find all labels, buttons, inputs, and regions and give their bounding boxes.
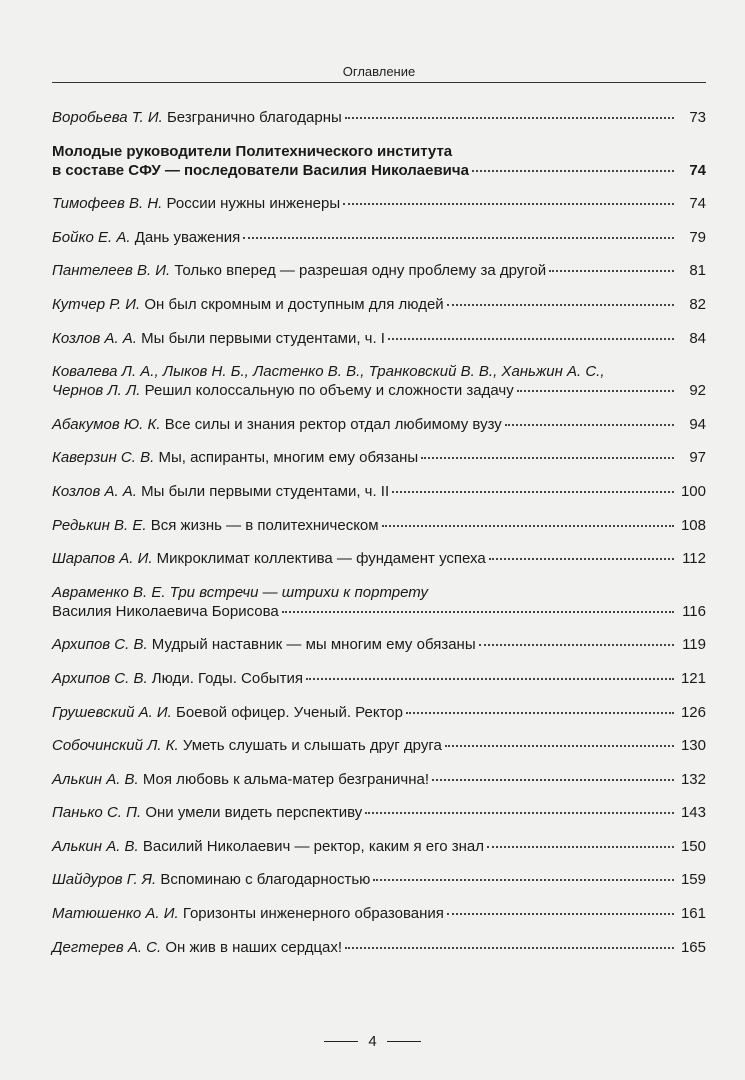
toc-entry-row (52, 870, 706, 889)
toc-entry (52, 770, 706, 789)
toc-entry-text (52, 228, 240, 247)
toc-page-number: 159 (680, 871, 706, 889)
toc-entry (52, 635, 706, 654)
toc-title: Дань уважения (134, 228, 241, 246)
toc-entry-text (52, 870, 370, 889)
toc-entry (52, 261, 706, 280)
toc-entry (52, 415, 706, 434)
dot-leader (243, 236, 674, 239)
toc-author: Тимофеев В. Н. (52, 195, 163, 213)
toc-entry-text (52, 161, 469, 180)
toc-author: Каверзин С. В. (52, 449, 155, 467)
toc-page-number: 165 (680, 938, 706, 956)
toc-entry-text (52, 770, 429, 789)
toc-page-number: 74 (689, 195, 706, 213)
toc-entry-text (52, 549, 486, 568)
toc-entry-text (52, 329, 385, 348)
toc-page-number: 84 (689, 329, 706, 347)
toc-title: Мы были первыми студентами, ч. I (141, 329, 385, 347)
toc-entry-line: Авраменко В. Е. Три встречи — штрихи к портрету (52, 583, 428, 601)
toc-entry-text (52, 261, 546, 280)
toc-title: Уметь слушать и слышать друг друга (182, 737, 442, 755)
toc-section-heading (52, 142, 706, 180)
footer-dash-left (324, 1041, 358, 1042)
dot-leader (343, 202, 674, 205)
dot-leader (392, 490, 674, 493)
toc-page-number: 130 (680, 737, 706, 755)
toc-page-number: 94 (689, 415, 706, 433)
toc-entry-text (52, 381, 514, 400)
toc-entry-row (52, 329, 706, 348)
toc-entry (52, 870, 706, 889)
toc-title: Вспоминаю с благодарностью (160, 871, 371, 889)
toc-author: Редькин В. Е. (52, 516, 147, 534)
toc-entry-text (52, 736, 442, 755)
toc-author: Архипов С. В. (52, 636, 148, 654)
toc-entry-text (52, 837, 484, 856)
toc-page-number: 112 (682, 550, 706, 568)
toc-entry-text (52, 669, 303, 688)
page-number: 4 (368, 1033, 377, 1050)
toc-title: Безгранично благодарны (166, 109, 342, 126)
toc-author: Козлов А. А. (52, 482, 137, 500)
dot-leader (345, 946, 674, 949)
toc-page-number: 73 (689, 109, 706, 126)
toc-title: Все силы и знания ректор отдал любимому вузу (164, 415, 502, 433)
toc-entry-row (52, 736, 706, 755)
toc-entry (52, 703, 706, 722)
toc-entry (52, 736, 706, 755)
toc-author: Архипов С. В. (52, 669, 148, 687)
toc-author: Матюшенко А. И. (52, 905, 179, 923)
dot-leader (489, 557, 674, 560)
toc-entry (52, 329, 706, 348)
dot-leader (365, 811, 674, 814)
toc-author: Собочинский Л. К. (52, 737, 179, 755)
toc-entry (52, 108, 706, 127)
toc-entry-row (52, 108, 706, 127)
toc-author: Панько С. П. (52, 804, 142, 822)
dot-leader (306, 677, 674, 680)
page-footer (0, 1033, 745, 1050)
toc-title: Вся жизнь — в политехническом (150, 516, 379, 534)
dot-leader (382, 524, 674, 527)
toc-page-number: 132 (680, 770, 706, 788)
toc-entry (52, 448, 706, 467)
toc-author: Шарапов А. И. (52, 550, 153, 568)
toc-entry-row (52, 938, 706, 957)
toc-title: Микроклимат коллектива — фундамент успеха (156, 550, 486, 568)
toc-entry-row (52, 770, 706, 789)
toc-author: Абакумов Ю. К. (52, 415, 161, 433)
toc-title: Горизонты инженерного образования (182, 905, 444, 923)
toc-entry (52, 228, 706, 247)
toc-title: в составе СФУ — последователи Василия Николаевича (52, 161, 469, 179)
toc-page-number: 81 (689, 262, 706, 280)
dot-leader (421, 456, 674, 459)
toc-entry (52, 904, 706, 923)
toc-entry-row (52, 161, 706, 180)
toc-entry-text (52, 904, 444, 923)
toc-entry-row (52, 635, 706, 654)
toc-entry (52, 482, 706, 501)
running-header: Оглавление (342, 64, 416, 79)
toc-author: Грушевский А. И. (52, 703, 172, 721)
dot-leader (447, 912, 674, 915)
dot-leader (447, 303, 674, 306)
toc-entry (52, 194, 706, 213)
dot-leader (345, 116, 674, 119)
toc-page-number: 108 (680, 516, 706, 534)
toc-author: Воробьева Т. И. (52, 109, 163, 126)
dot-leader (487, 845, 674, 848)
toc-page-number: 79 (689, 228, 706, 246)
toc-entry-text (52, 194, 340, 213)
dot-leader (472, 169, 674, 172)
toc-entry-text (52, 516, 379, 535)
toc-author: Алькин А. В. (52, 770, 139, 788)
toc-entry-row (52, 448, 706, 467)
toc-author: Пантелеев В. И. (52, 262, 171, 280)
dot-leader (549, 269, 674, 272)
toc-entry (52, 837, 706, 856)
dot-leader (517, 389, 674, 392)
toc-entry-row (52, 669, 706, 688)
toc-entry (52, 362, 706, 400)
toc-author: Кутчер Р. И. (52, 295, 141, 313)
dot-leader (479, 643, 674, 646)
toc-entry-row (52, 381, 706, 400)
toc-entry-row (52, 295, 706, 314)
toc-entry-row (52, 482, 706, 501)
dot-leader (406, 711, 674, 714)
toc-entry-text (52, 295, 444, 314)
dot-leader (388, 337, 674, 340)
toc-entry-text (52, 703, 403, 722)
toc-author: Чернов Л. Л. (52, 382, 141, 400)
toc-entry (52, 669, 706, 688)
toc-entry-row (52, 415, 706, 434)
toc-page-number: 100 (680, 482, 706, 500)
dot-leader (282, 610, 674, 613)
toc-author: Бойко Е. А. (52, 228, 131, 246)
toc-entry-row (52, 904, 706, 923)
toc-entry (52, 803, 706, 822)
toc-title: Моя любовь к альма-матер безгранична! (142, 770, 429, 788)
toc-entry-text (52, 415, 502, 434)
toc-page-number: 143 (680, 804, 706, 822)
toc-entry (52, 549, 706, 568)
toc-page-number: 121 (680, 669, 706, 687)
toc-entry-text (52, 108, 342, 127)
toc-title: Он жив в наших сердцах! (165, 938, 343, 956)
dot-leader (445, 744, 674, 747)
toc-entry (52, 516, 706, 535)
toc-author: Алькин А. В. (52, 837, 139, 855)
toc-entry-row (52, 261, 706, 280)
dot-leader (432, 778, 674, 781)
toc-title: России нужны инженеры (166, 195, 341, 213)
toc-title: Мы были первыми студентами, ч. II (141, 482, 390, 500)
toc-title: Он был скромным и доступным для людей (144, 295, 444, 313)
toc-entry-text (52, 938, 342, 957)
toc-page-number: 116 (682, 602, 706, 620)
toc-title: Василия Николаевича Борисова (52, 602, 279, 620)
toc-entry-text (52, 635, 476, 654)
toc-page-number: 119 (682, 636, 706, 654)
toc-entry (52, 938, 706, 957)
toc-entry-row (52, 837, 706, 856)
toc-page-number: 92 (689, 382, 706, 400)
toc-entry-row (52, 194, 706, 213)
toc-entry-text (52, 602, 279, 621)
toc-page-number: 126 (680, 703, 706, 721)
toc-entry-row (52, 803, 706, 822)
toc-entry-row (52, 228, 706, 247)
toc-entry-line: Молодые руководители Политехнического института (52, 142, 453, 160)
toc-entry (52, 583, 706, 621)
toc-page-number: 82 (689, 295, 706, 313)
toc-page-number: 97 (689, 449, 706, 467)
toc-title: Решил колоссальную по объему и сложности задачу (144, 382, 514, 400)
toc-title: Люди. Годы. События (151, 669, 303, 687)
toc-page-number: 74 (689, 161, 706, 179)
toc-author: Козлов А. А. (52, 329, 137, 347)
toc-title: Боевой офицер. Ученый. Ректор (175, 703, 403, 721)
toc-entry (52, 295, 706, 314)
dot-leader (505, 423, 674, 426)
toc-entry-row (52, 602, 706, 621)
toc-entry-line: Ковалева Л. А., Лыков Н. Б., Ластенко В. В., Транковский В. В., Ханьжин А. С., (52, 363, 605, 381)
toc-entry-text (52, 482, 389, 501)
dot-leader (373, 878, 674, 881)
header-rule (52, 82, 706, 83)
footer-dash-right (387, 1041, 421, 1042)
toc-title: Василий Николаевич — ректор, каким я его знал (142, 837, 485, 855)
toc-entry-row (52, 516, 706, 535)
toc-title: Они умели видеть перспективу (145, 804, 363, 822)
toc-entry-row (52, 549, 706, 568)
toc-author: Шайдуров Г. Я. (52, 871, 157, 889)
toc-entry-row (52, 703, 706, 722)
toc-page-number: 161 (680, 905, 706, 923)
toc-entry-text (52, 448, 418, 467)
toc-title: Мудрый наставник — мы многим ему обязаны (151, 636, 476, 654)
toc-title: Только вперед — разрешая одну проблему за другой (174, 262, 547, 280)
toc-author: Дегтерев А. С. (52, 938, 162, 956)
toc-title: Мы, аспиранты, многим ему обязаны (158, 449, 419, 467)
toc-entry-text (52, 803, 362, 822)
table-of-contents (52, 108, 706, 971)
toc-page-number: 150 (680, 837, 706, 855)
